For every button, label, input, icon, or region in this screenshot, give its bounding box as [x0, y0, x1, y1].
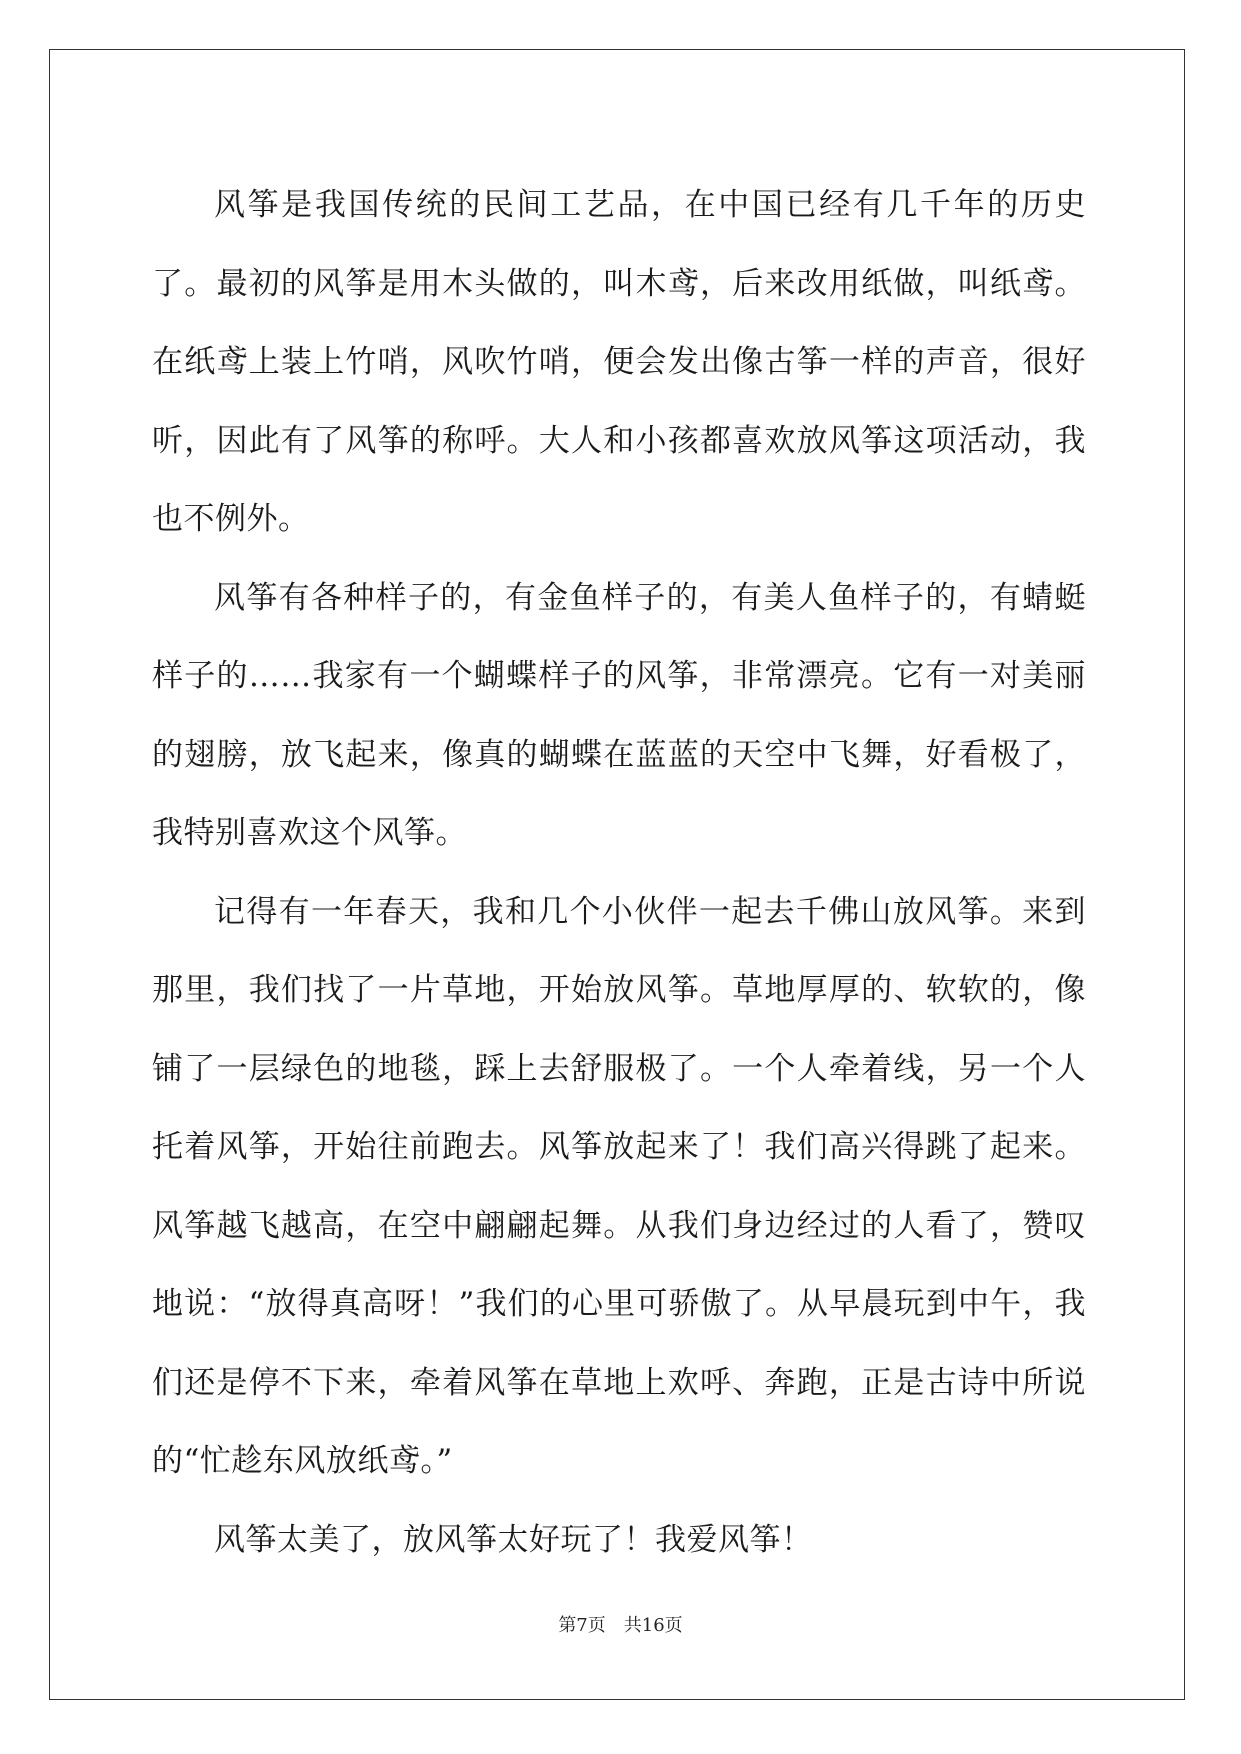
page-footer: [0, 1614, 1241, 1638]
page-number: 第7页: [558, 1615, 606, 1636]
paragraph-4: 风筝太美了，放风筝太好玩了！我爱风筝！: [214, 1521, 813, 1558]
document-body: [152, 166, 1086, 1579]
paragraph-2: 风筝有各种样子的，有金鱼样子的，有美人鱼样子的，有蜻蜓样子的……我家有一个蝴蝶样子的风筝，非常漂亮。它有一对美丽的翅膀，放飞起来，像真的蝴蝶在蓝蓝的天空中飞舞，好看极了，我特别喜欢这个风筝。: [152, 579, 1086, 851]
paragraph-1: 风筝是我国传统的民间工艺品，在中国已经有几千年的历史了。最初的风筝是用木头做的，叫木鸢，后来改用纸做，叫纸鸢。在纸鸢上装上竹哨，风吹竹哨，便会发出像古筝一样的声音，很好听，因此有了风筝的称呼。大人和小孩都喜欢放风筝这项活动，我也不例外。: [152, 187, 1086, 537]
page-total: 共16页: [623, 1615, 683, 1636]
paragraph-3: 记得有一年春天，我和几个小伙伴一起去千佛山放风筝。来到那里，我们找了一片草地，开始放风筝。草地厚厚的、软软的，像铺了一层绿色的地毯，踩上去舒服极了。一个人牵着线，另一个人托着风筝，开始往前跑去。风筝放起来了！我们高兴得跳了起来。风筝越飞越高，在空中翩翩起舞。从我们身边经过的人看了，赞叹地说：“放得真高呀！”我们的心里可骄傲了。从早晨玩到中午，我们还是停不下来，牵着风筝在草地上欢呼、奔跑，正是古诗中所说的“忙趁东风放纸鸢。”: [152, 893, 1086, 1479]
